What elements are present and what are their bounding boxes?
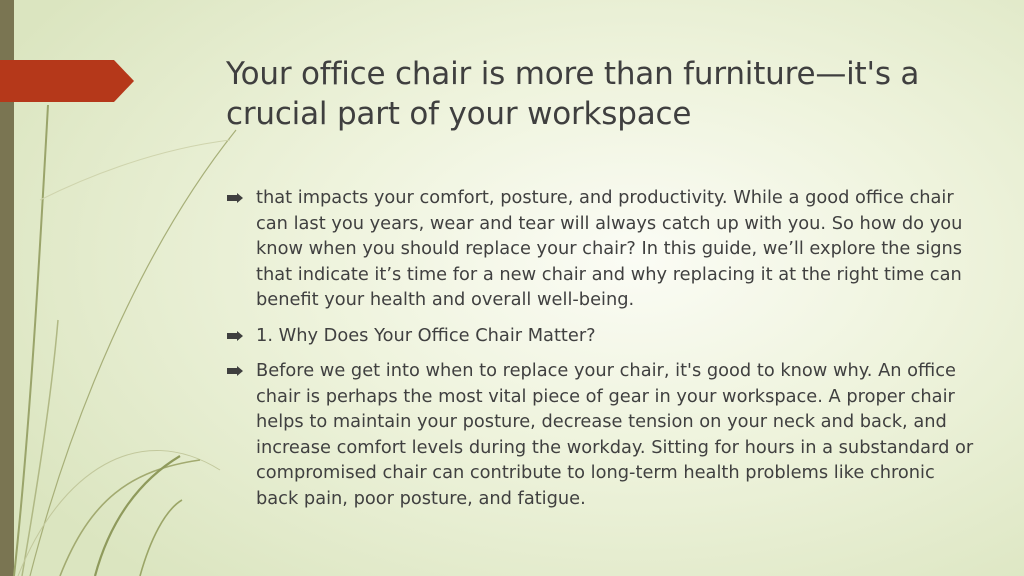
slide-title: Your office chair is more than furniture—it's a crucial part of your workspace [226,56,920,132]
arrow-bullet-icon [227,366,243,376]
arrow-bullet-icon [227,331,243,341]
bullet-text: Before we get into when to replace your chair, it's good to know why. An office chair is perhaps the most vital piece of gear in your workspace. A proper chair helps to maintain your posture, decrease tension on your neck and back, and increase comfort levels during the workday. Sitting for hours in a substandard or compromised chair can contribute to long-term health problems like chronic back pain, poor posture, and fatigue. [256,360,974,509]
title-accent-arrow [0,60,134,102]
bullet-item [226,358,974,511]
arrow-bullet-icon [227,193,243,203]
bullet-item [226,185,974,313]
bullet-text: 1. Why Does Your Office Chair Matter? [256,324,596,346]
bullet-item [226,323,974,349]
bullet-list [226,185,974,521]
bullet-text: that impacts your comfort, posture, and productivity. While a good office chair can last you years, wear and tear will always catch up with you. So how do you know when you should replace your chair? In this guide, we’ll explore the signs that indicate it’s time for a new chair and why replacing it at the right time can benefit your health and overall well-being. [256,187,963,310]
